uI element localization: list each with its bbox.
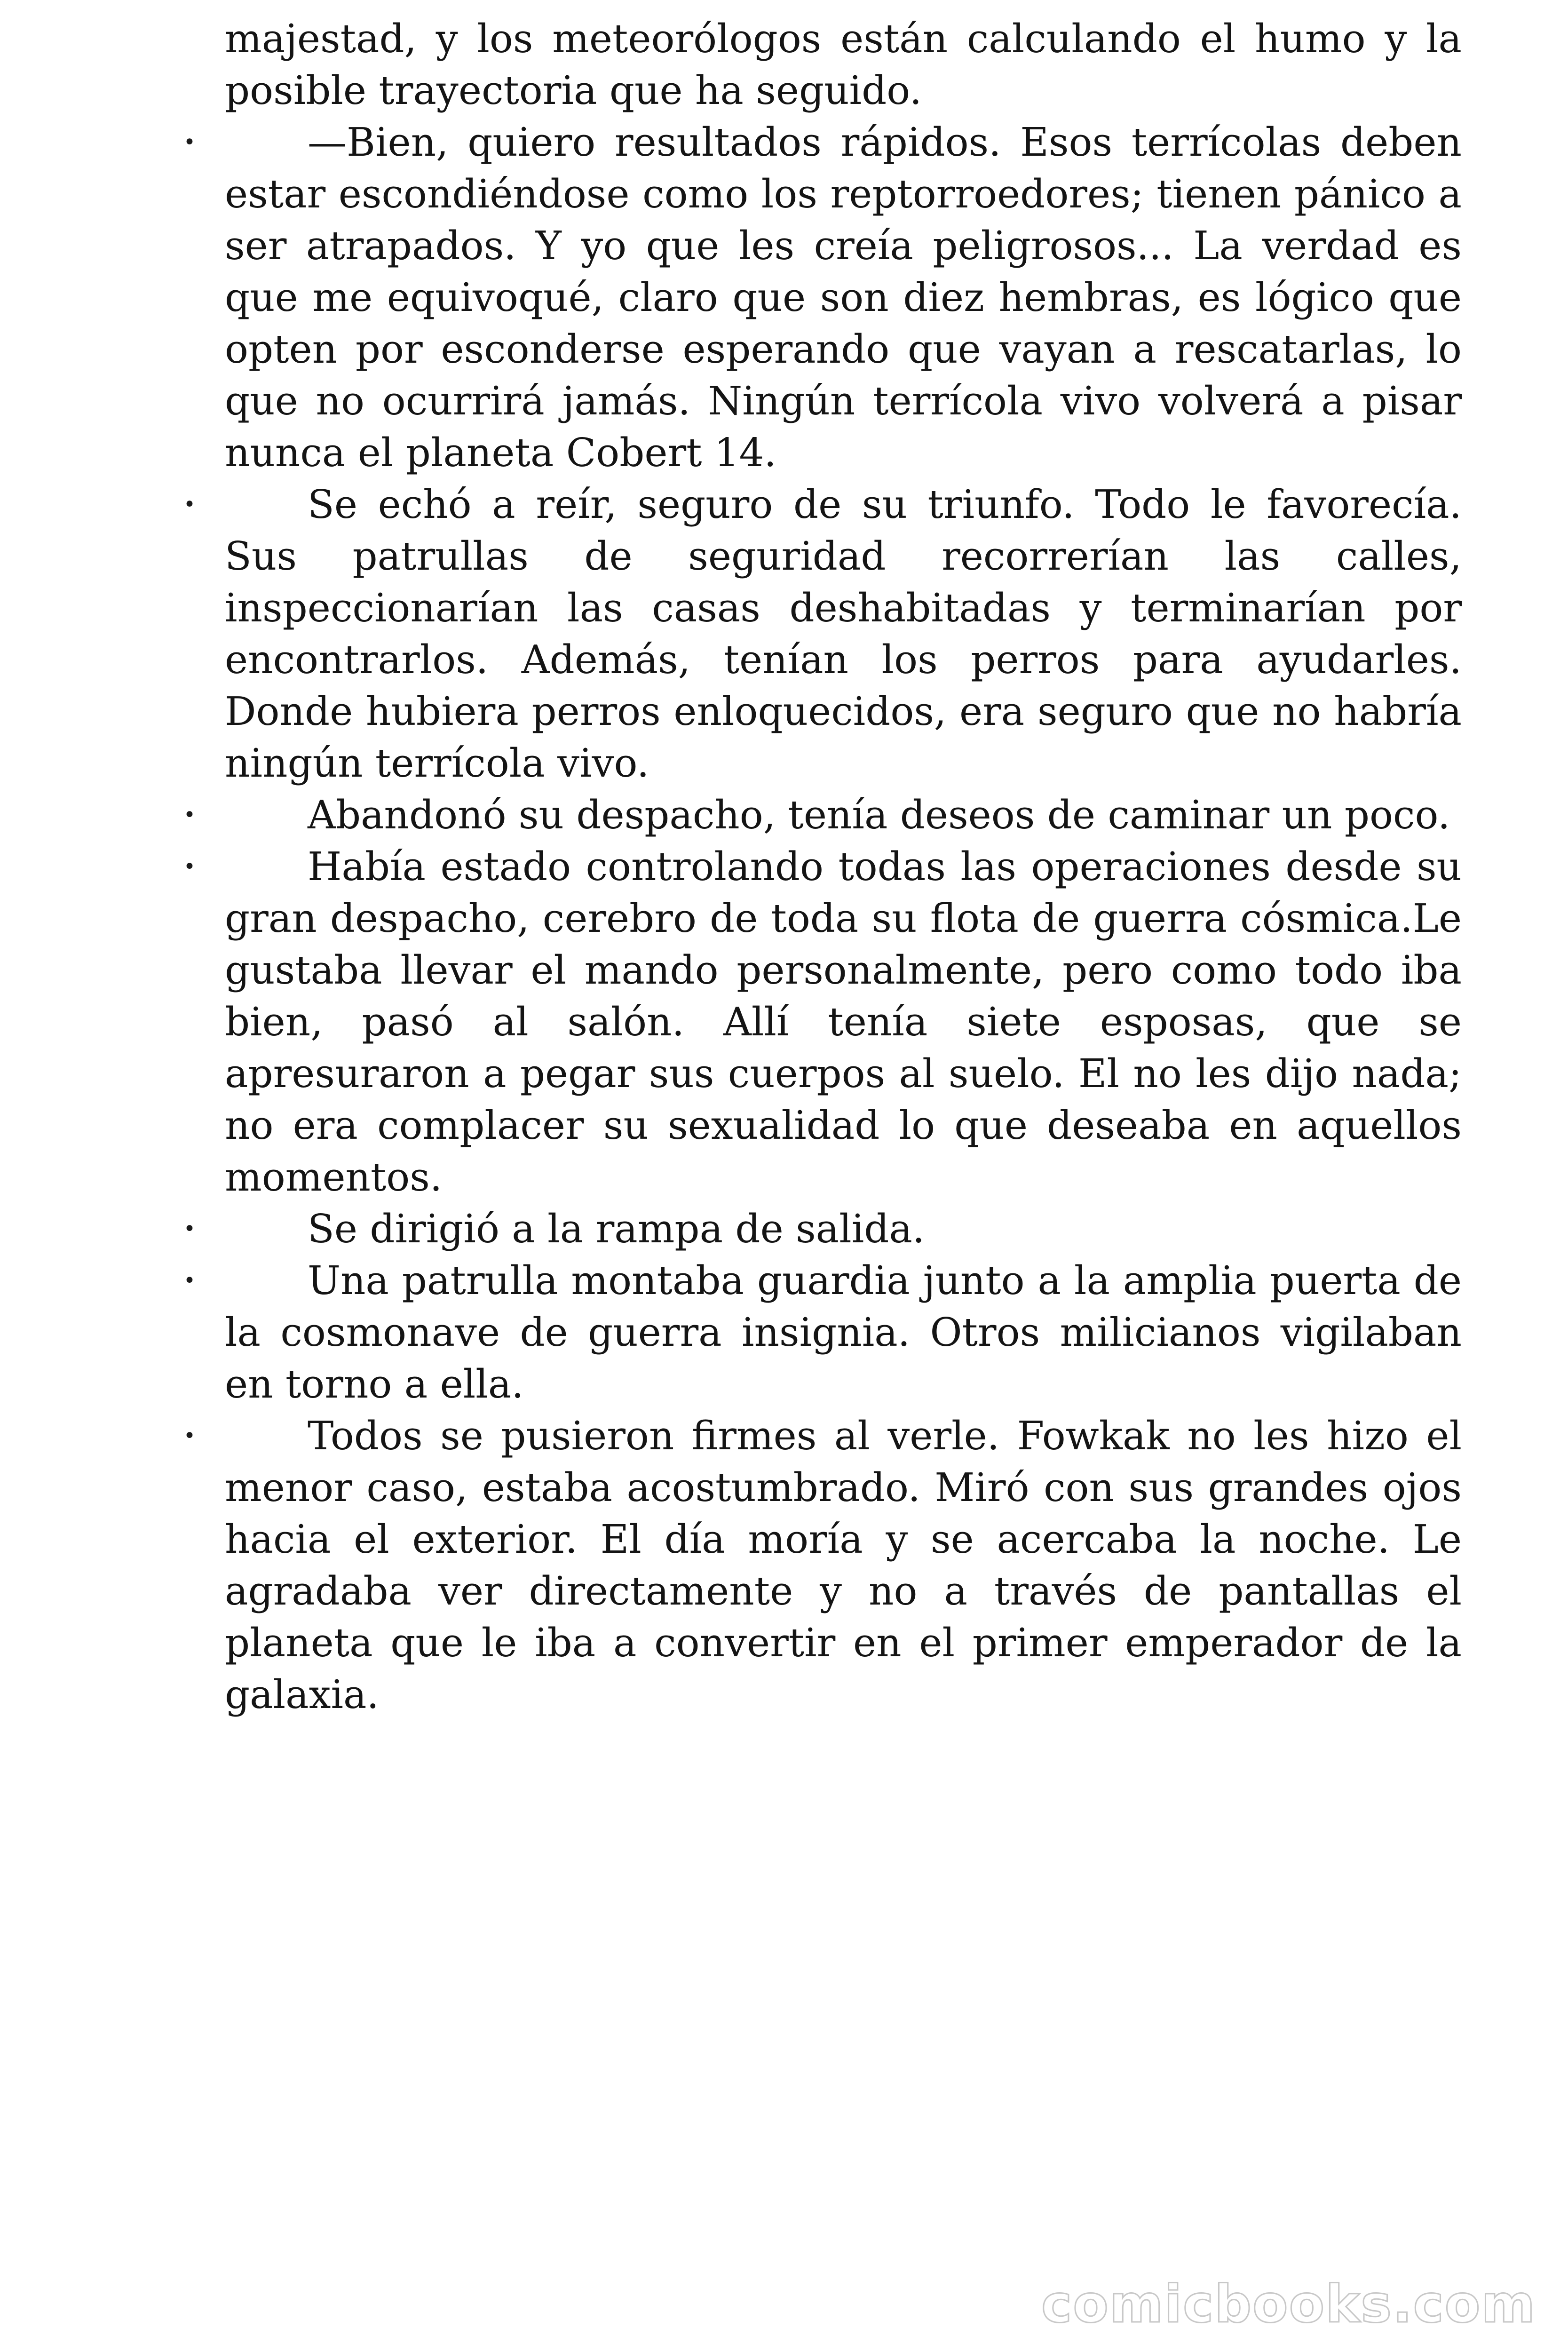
paragraph [183, 841, 1462, 1203]
bullet-marker: • [183, 1217, 196, 1241]
bullet-marker: • [183, 1269, 196, 1293]
bullet-marker: • [183, 803, 196, 827]
paragraph-text: Había estado controlando todas las operaciones desde su gran despacho, cerebro de toda su flota de guerra cósmica.Le gustaba llevar el mando personalmente, pero como todo iba bien, pasó al salón. Allí tenía siete esposas, que se apresuraron a pegar sus cuerpos al suelo. El no les dijo nada; no era complacer su sexualidad lo que deseaba en aquellos momentos. [225, 844, 1462, 1200]
paragraph-text: Se echó a reír, seguro de su triunfo. Todo le favorecía. Sus patrullas de seguridad recorrerían las calles, inspeccionarían las casas deshabitadas y terminarían por encontrarlos. Además, tenían los perros para ayudarles. Donde hubiera perros enloquecidos, era seguro que no habría ningún terrícola vivo. [225, 482, 1462, 786]
paragraph [183, 1203, 1462, 1255]
paragraph [183, 1410, 1462, 1721]
body-text [183, 13, 1462, 1721]
paragraph [183, 789, 1462, 841]
paragraph-text: Todos se pusieron firmes al verle. Fowkak no les hizo el menor caso, estaba acostumbrado. Miró con sus grandes ojos hacia el exterior. El día moría y se acercaba la noche. Le agradaba ver directamente y no a través de pantallas el planeta que le iba a convertir en el primer emperador de la galaxia. [225, 1413, 1462, 1717]
bullet-marker: • [183, 855, 196, 879]
watermark-logo: comicbooks.com [1041, 2274, 1536, 2334]
paragraph-text: Una patrulla montaba guardia junto a la amplia puerta de la cosmonave de guerra insignia. Otros milicianos vigilaban en torno a ella. [225, 1258, 1462, 1407]
paragraph-text: —Bien, quiero resultados rápidos. Esos terrícolas deben estar escondiéndose como los reptorroedores; tienen pánico a ser atrapados. Y yo que les creía peligrosos... La verdad es que me equivoqué, claro que son diez hembras, es lógico que opten por esconderse esperando que vayan a rescatarlas, lo que no ocurrirá jamás. Ningún terrícola vivo volverá a pisar nunca el planeta Cobert 14. [225, 119, 1462, 476]
bullet-marker: • [183, 1424, 196, 1448]
paragraph-text: Se dirigió a la rampa de salida. [308, 1206, 925, 1252]
paragraph [183, 1255, 1462, 1410]
paragraph-text: majestad, y los meteorólogos están calculando el humo y la posible trayectoria que ha seguido. [225, 16, 1462, 113]
paragraph-text: Abandonó su despacho, tenía deseos de caminar un poco. [308, 792, 1450, 838]
paragraph [183, 479, 1462, 789]
bullet-marker: • [183, 493, 196, 516]
paragraph [225, 13, 1462, 117]
bullet-marker: • [183, 130, 196, 154]
paragraph [183, 117, 1462, 479]
